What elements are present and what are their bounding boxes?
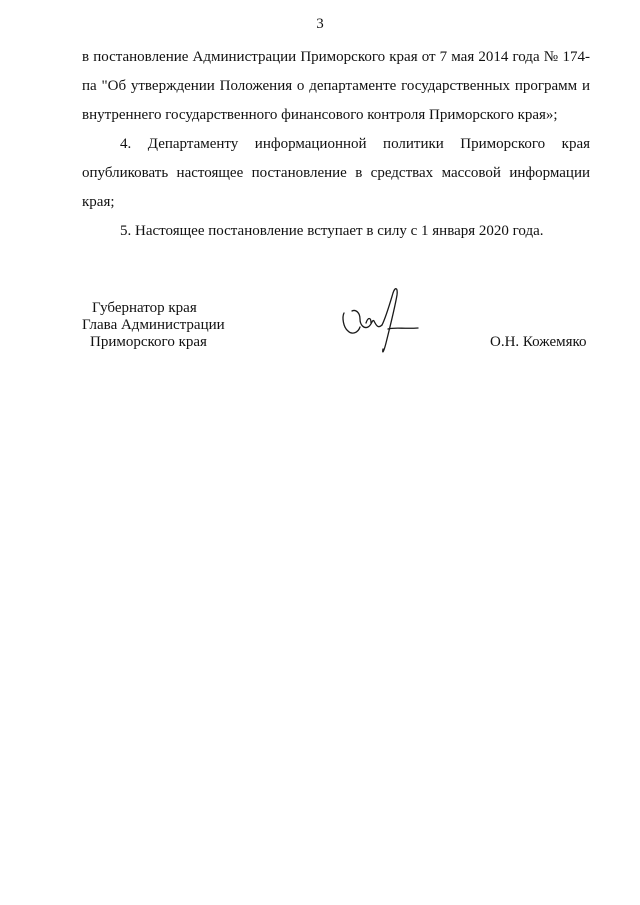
document-body [82,43,590,246]
paragraph-amendment: в постановление Администрации Приморского края от 7 мая 2014 года № 174-па "Об утверждении Положения о департаменте государственных программ и внутреннего государственного финансового контроля Приморского края»; [82,49,590,123]
signatory-title-line-2: Глава Администрации [82,317,225,333]
signatory-title [82,300,225,351]
paragraph-item-5: 5. Настоящее постановление вступает в силу с 1 января 2020 года. [120,223,544,239]
signatory-name: О.Н. Кожемяко [490,334,587,350]
signatory-title-line-3: Приморского края [90,334,207,350]
paragraph-item-4: 4. Департаменту информационной политики Приморского края опубликовать настоящее постановление в средствах массовой информации края; [82,136,590,210]
handwritten-signature [338,283,422,359]
page-number: 3 [316,16,324,32]
signatory-title-line-1: Губернатор края [92,300,197,316]
